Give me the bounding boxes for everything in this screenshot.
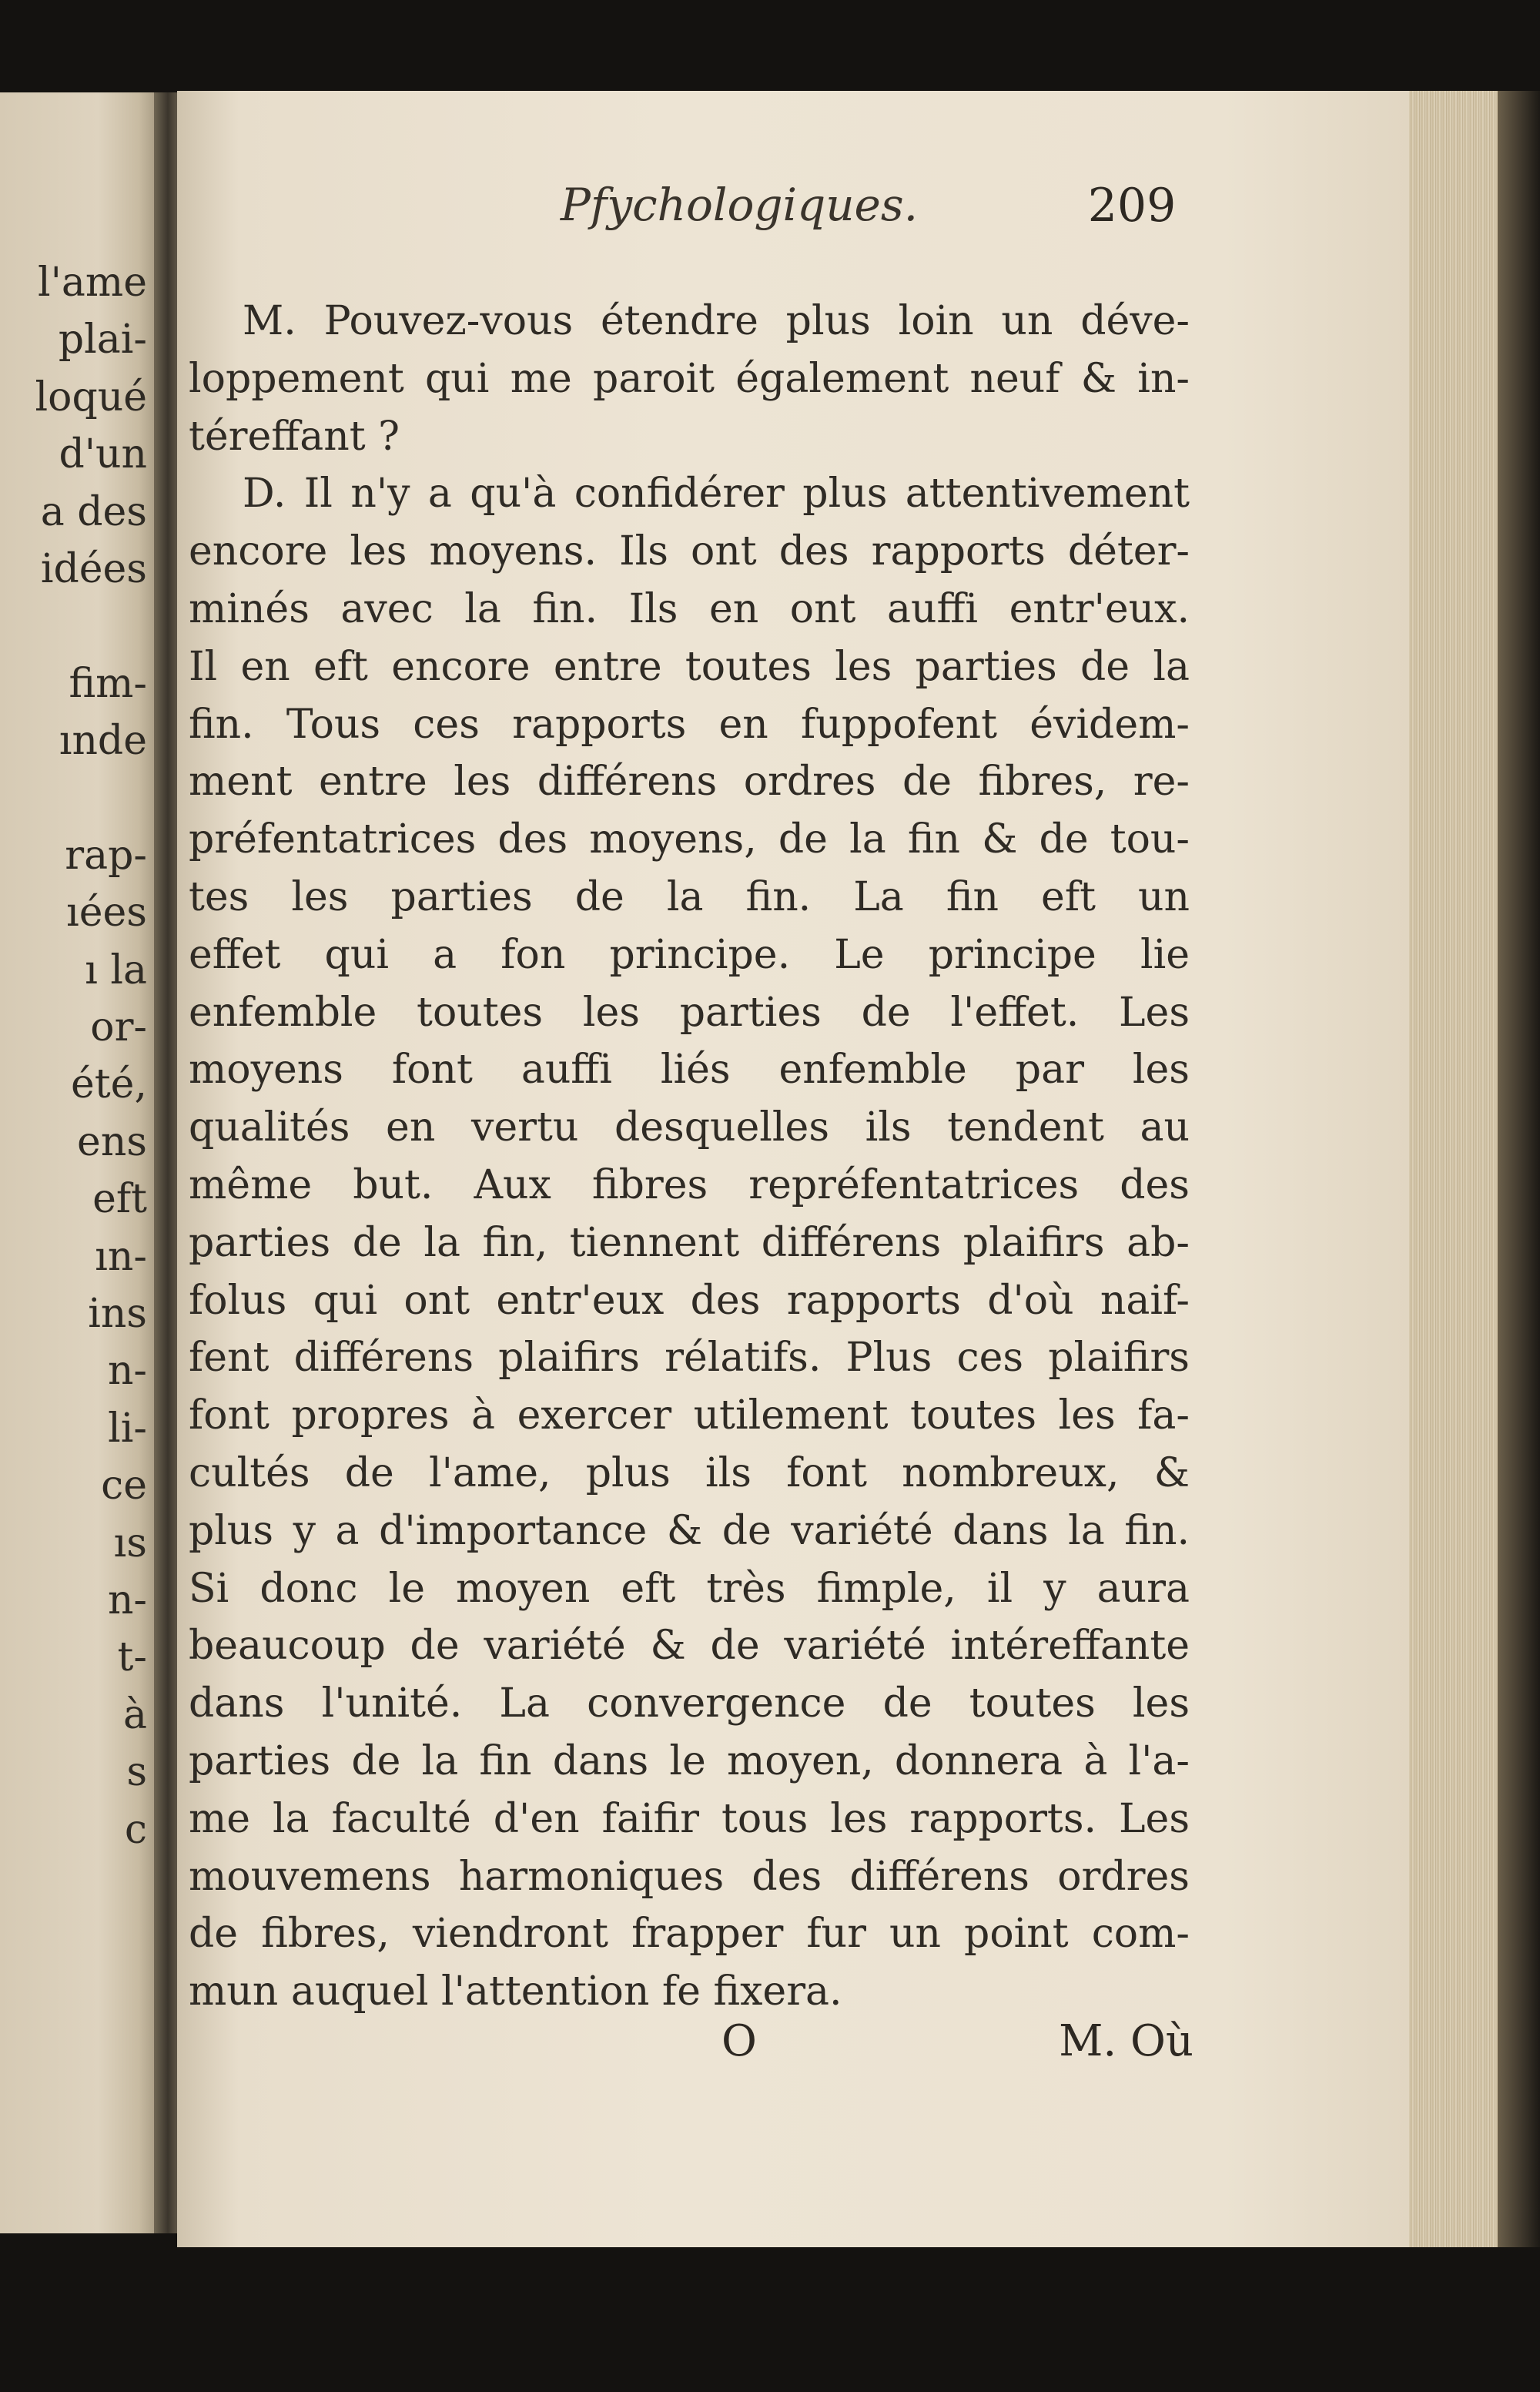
left-margin-word: loqué [35,374,147,420]
body-line: encore les moyens. Ils ont des rapports déter- [189,528,1190,575]
left-margin-word: n- [107,1348,147,1395]
left-margin-word: ın- [95,1233,147,1280]
left-margin-word: c [124,1806,147,1853]
body-text [189,293,1190,2021]
left-margin-word: idées [40,545,147,592]
body-line: folus qui ont entr'eux des rapports d'où naif- [189,1277,1190,1324]
left-margin-word: ıs [113,1519,147,1566]
body-line: fent différens plaifirs rélatifs. Plus ces plaifirs [189,1335,1190,1382]
body-line: plus y a d'importance & de variété dans la fin. [189,1507,1190,1554]
left-margin-word: été, [71,1061,147,1108]
body-line: qualités en vertu desquelles ils tendent au [189,1104,1190,1151]
body-line: mouvemens harmoniques des différens ordres [189,1853,1190,1900]
body-line: préfentatrices des moyens, de la fin & de tou- [189,816,1190,863]
body-line: moyens font auffi liés enfemble par les [189,1047,1190,1094]
left-margin-word: à [122,1691,147,1738]
left-margin-word [0,598,158,655]
body-line: beaucoup de variété & de variété intéreffante [189,1623,1190,1670]
left-margin-word: ins [88,1291,147,1338]
left-margin-word: s [126,1749,147,1796]
body-line: même but. Aux fibres repréfentatrices des [189,1161,1190,1208]
body-line: Il en eft encore entre toutes les parties de la [189,643,1190,690]
left-margin-word: ce [101,1462,147,1509]
left-margin-word: d'un [59,431,147,478]
left-margin-word: a des [40,488,147,535]
left-facing-page [0,92,163,2233]
body-line: cultés de l'ame, plus ils font nombreux, & [189,1449,1190,1496]
book-edge-shadow [1498,91,1540,2247]
left-page-text-fragments [0,254,158,1858]
left-margin-word: ens [77,1118,147,1165]
left-margin-word: rap- [65,832,147,879]
left-margin-word: fim- [69,660,147,707]
body-line: enfemble toutes les parties de l'effet. Les [189,989,1190,1036]
body-line: mun auquel l'attention fe fixera. [189,1968,842,2015]
body-line: me la faculté d'en faifir tous les rapports. Les [189,1795,1190,1842]
left-margin-word: t- [117,1634,147,1681]
left-margin-word: ı la [85,946,147,993]
left-margin-word [0,770,158,827]
left-margin-word: n- [107,1576,147,1623]
running-title: Pfychologiques. [560,179,919,231]
left-margin-word: ınde [59,718,147,765]
body-line: fin. Tous ces rapports en fuppofent évidem- [189,701,1190,748]
body-line: font propres à exercer utilement toutes les fa- [189,1392,1190,1439]
body-line: ment entre les différens ordres de fibres, re- [189,759,1190,806]
body-line: loppement qui me paroit également neuf & in- [189,355,1190,402]
body-line: Si donc le moyen eft très fimple, il y aura [189,1565,1190,1612]
body-line: minés avec la fin. Ils en ont auffi entr'eux. [189,585,1190,632]
signature-mark: O [721,2016,757,2066]
left-margin-word: plai- [58,317,147,363]
catchword: M. Où [1059,2016,1194,2066]
body-line: dans l'unité. La convergence de toutes les [189,1680,1190,1727]
left-margin-word: ıées [66,889,147,936]
body-line: parties de la fin, tiennent différens plaifirs ab- [189,1219,1190,1266]
body-line: parties de la fin dans le moyen, donnera à l'a- [189,1737,1190,1784]
left-margin-word: li- [108,1405,147,1452]
page-number: 209 [1087,179,1177,233]
body-line: de fibres, viendront frapper fur un point com- [189,1911,1190,1958]
body-line: tes les parties de la fin. La fin eft un [189,873,1190,920]
left-margin-word: eft [92,1176,147,1223]
left-margin-word: or- [90,1004,147,1051]
body-line: effet qui a fon principe. Le principe lie [189,931,1190,978]
body-line: D. Il n'y a qu'à confidérer plus attentivement [243,471,1190,518]
left-margin-word: l'ame [37,260,147,306]
page-edges [1409,91,1498,2247]
body-line: M. Pouvez-vous étendre plus loin un déve- [243,298,1190,344]
body-line: téreffant ? [189,413,400,460]
